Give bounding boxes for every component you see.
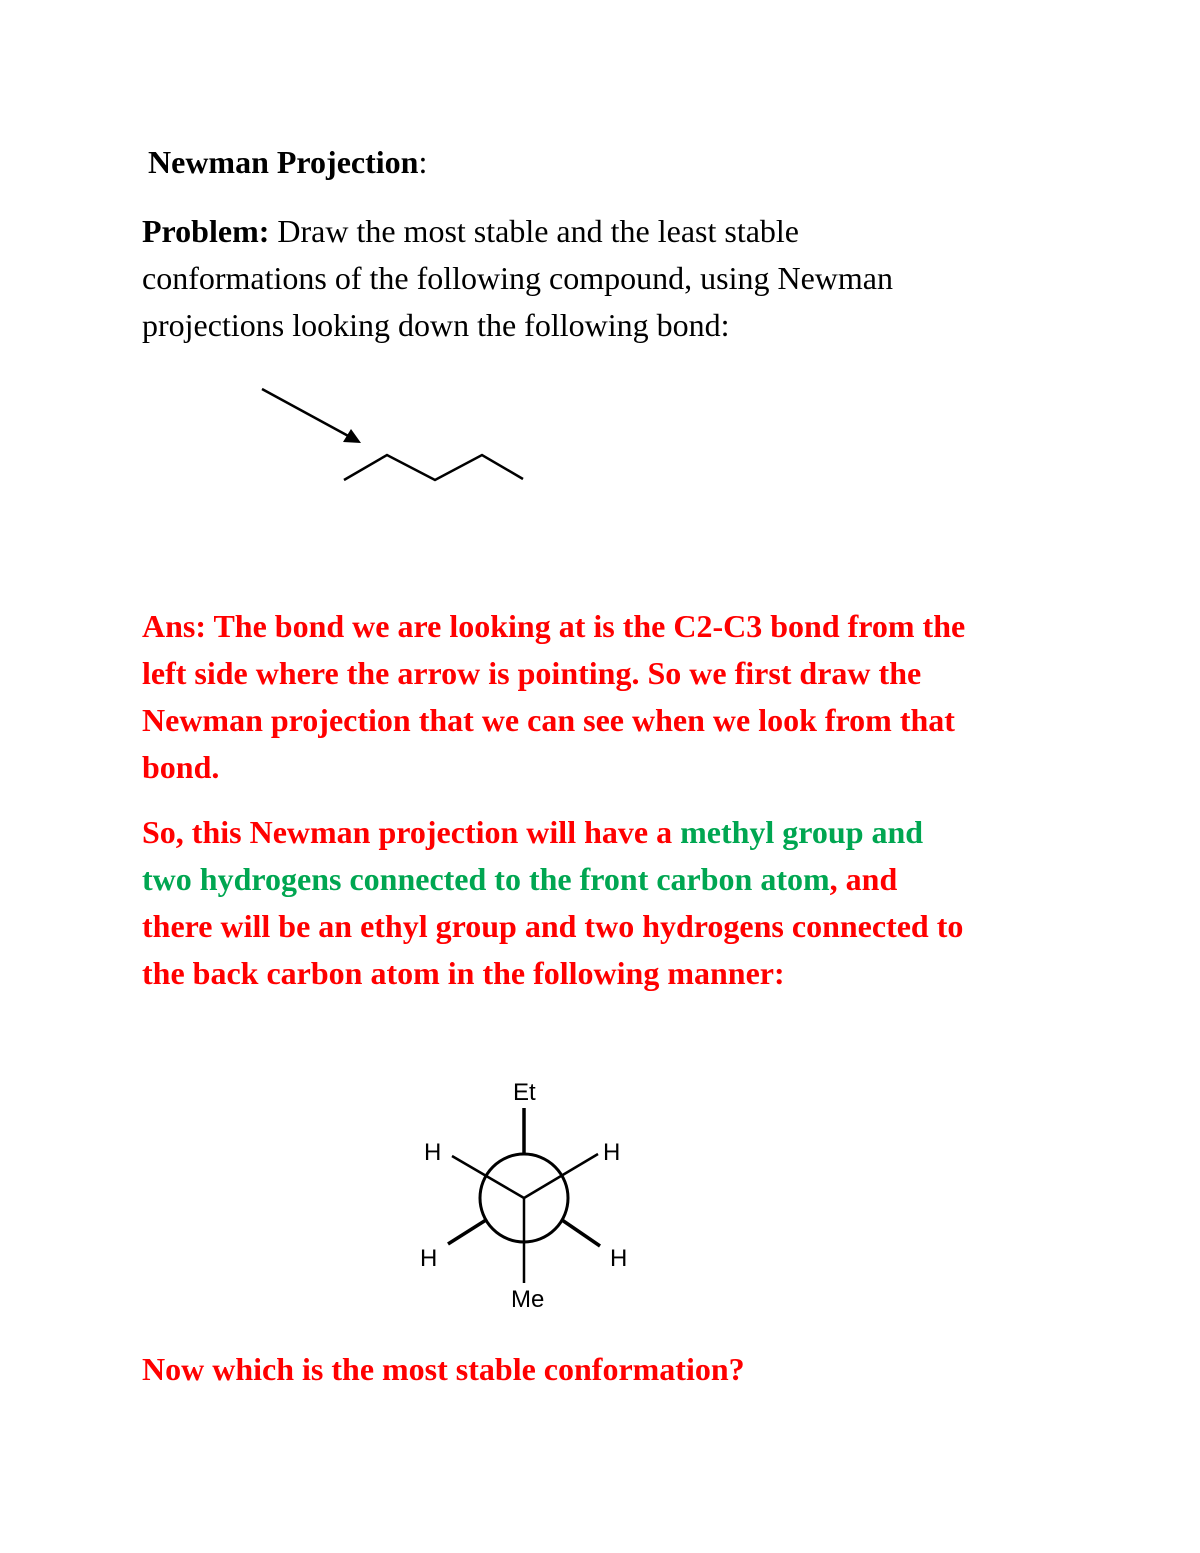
answer-2-line-1 [142,809,1102,856]
problem-line-2: conformations of the following compound, using Newman [142,260,893,296]
answer-1-line-4: bond. [142,749,220,785]
label-h-lower-left: H [420,1245,438,1272]
front-bond-upper-left [452,1156,524,1198]
problem-statement [142,208,1102,349]
label-h-lower-right: H [610,1245,628,1272]
butane-skeletal-structure [250,375,540,495]
label-h-upper-right: H [603,1139,621,1166]
problem-line-1 [142,208,1102,255]
label-et: Et [513,1079,536,1106]
front-bond-upper-right [524,1154,598,1198]
problem-line-1-text: Draw the most stable and the least stable [269,213,799,249]
title-text: Newman Projection [148,144,419,180]
problem-label: Problem: [142,213,270,249]
answer-1-line-3: Newman projection that we can see when we look from that [142,702,955,738]
answer-2-line-1-green: methyl group and [680,814,924,850]
carbon-chain [344,455,523,480]
answer-2-line-4: the back carbon atom in the following manner: [142,955,785,991]
view-arrow-shaft [262,389,352,438]
answer-2-line-3: there will be an ethyl group and two hydrogens connected to [142,908,964,944]
problem-line-3: projections looking down the following bond: [142,307,730,343]
back-bond-lower-right [562,1220,600,1246]
answer-1-line-1: Ans: The bond we are looking at is the C2-C3 bond from the [142,608,966,644]
title-colon: : [418,144,428,180]
answer-paragraph-1 [142,603,1102,791]
answer-2-line-2-red: , and [829,861,898,897]
answer-2-line-2-green: two hydrogens connected to the front carbon atom [142,861,830,897]
page-title [148,142,427,182]
answer-paragraph-2 [142,809,1102,997]
back-bond-lower-left [448,1220,486,1244]
answer-1-line-2: left side where the arrow is pointing. So we first draw the [142,655,922,691]
view-arrow-head [343,429,361,443]
answer-2-line-2 [142,856,1102,903]
label-h-upper-left: H [424,1139,442,1166]
answer-2-line-1-red: So, this Newman projection will have a [142,814,681,850]
follow-up-question: Now which is the most stable conformation? [142,1351,745,1387]
newman-projection [400,1070,660,1320]
label-me: Me [511,1286,545,1313]
